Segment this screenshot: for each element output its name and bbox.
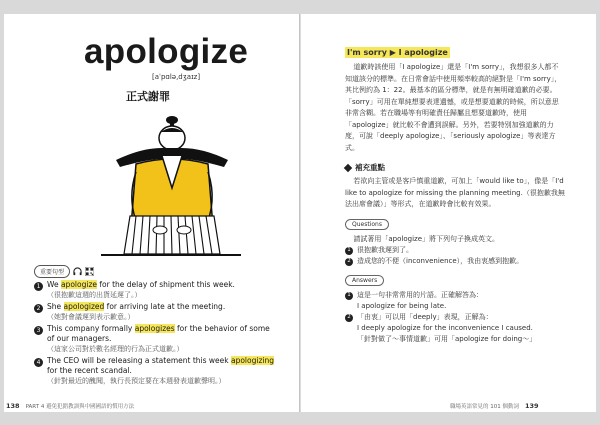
explanation-paragraph: 道歉時該使用「I apologize」還是「I'm sorry」，我想很多人都不知道該分的標準。在日常會話中使用頻率較高的絕對是「I'm sorry」，其比例約為 1：22。最基本的區分標準，就是有無明確道歉的必要。「sorry」可用在單純想要表達遺憾，或是想要道歉的時候，所以意思非常含糊。若在職場等有明確責任歸屬且想要道歉時，使用「apologize」就比較不會遭到誤解。另外，若要特別加強道歉的力度，可說「deeply apologize」、「seriously apologize」等表達方式。 [345, 63, 562, 152]
answer-text: 「針對做了～事情道歉」可用「apologize for doing～」 [357, 334, 537, 343]
supplement-title: 補充重點 [355, 163, 385, 172]
page-number-right: 139 [525, 402, 539, 410]
example-text: for the delay of shipment this week. [97, 280, 235, 289]
meaning: 正式謝罪 [126, 90, 170, 103]
highlighted-word: apologized [63, 302, 105, 311]
example-text: for the recent scandal. [47, 366, 132, 375]
translation: （她對會議遲到表示歉意。） [47, 313, 135, 321]
number-bullet: 1 [34, 282, 43, 291]
headphones-icon [73, 267, 82, 276]
question-text: 造成您的不便（inconvenience），我由衷感到抱歉。 [357, 256, 524, 265]
example-3 [34, 324, 278, 354]
number-bullet: 3 [34, 326, 43, 335]
number-bullet: 1 [345, 247, 353, 255]
example-text: We [47, 280, 61, 289]
supplement-paragraph: 若欲向主管或是客戶慎重道歉，可加上「would like to」，像是「I'd like to apologize for missing the planning meeting.（很抱歉我無法出席會議）」等形式，在道歉時會比較有效果。 [345, 177, 565, 208]
right-footer [450, 402, 539, 410]
translation: （針對最近的醜聞，執行長預定要在本週發表道歉聲明。） [47, 377, 226, 385]
example-text: She [47, 302, 64, 311]
question-text: 很抱歉我遲到了。 [357, 245, 413, 254]
example-text: The CEO will be releasing a statement this week [47, 356, 231, 365]
headword: apologize [84, 32, 249, 71]
translation: （這家公司對於數名經理的行為正式道歉。） [47, 345, 184, 353]
answer-text: I deeply apologize for the inconvenience I caused. [357, 323, 533, 332]
left-footer [6, 402, 134, 410]
example-2 [34, 302, 278, 322]
answer-1 [345, 290, 565, 312]
example-4 [34, 356, 278, 386]
example-text: for the behavior of some of our managers. [47, 324, 270, 343]
qr-code-icon[interactable] [85, 267, 94, 276]
question-1 [345, 245, 565, 256]
highlighted-word: apologize [60, 280, 97, 289]
right-page-content [345, 40, 565, 345]
highlighted-word: apologizing [230, 356, 274, 365]
number-bullet: 1 [345, 292, 353, 300]
number-bullet: 4 [34, 358, 43, 367]
answer-2 [345, 312, 565, 345]
samurai-bowing-illustration [96, 112, 246, 266]
example-1 [34, 280, 278, 300]
section-heading: I'm sorry ▶ I apologize [347, 48, 448, 57]
answer-text: 這是一句非常常用的片語。正確解答為： [357, 290, 483, 299]
translation: （很抱歉這週的出貨延遲了。） [47, 291, 142, 299]
answer-text: I apologize for being late. [357, 301, 447, 310]
examples-header [34, 265, 94, 278]
questions-intro: 請試著用「apologize」將下列句子換成英文。 [353, 234, 500, 243]
answer-text: 「由衷」可以用「deeply」表現，正解為： [357, 312, 493, 321]
diamond-bullet-icon [344, 164, 352, 172]
question-2 [345, 256, 565, 267]
number-bullet: 2 [345, 314, 353, 322]
phonetic: [aˈpɑlə,dʒaɪz] [152, 73, 201, 81]
number-bullet: 2 [34, 304, 43, 313]
answers-badge: Answers [345, 275, 384, 286]
footer-text-right: 職場英語常見的 101 個動詞 [450, 404, 519, 410]
questions-badge: Questions [345, 219, 389, 230]
supplement-heading [345, 162, 565, 173]
number-bullet: 2 [345, 258, 353, 266]
examples-badge: 重要句型 [34, 265, 70, 278]
highlighted-word: apologizes [134, 324, 175, 333]
page-number-left: 138 [6, 402, 20, 410]
example-sentences [34, 280, 278, 388]
footer-text-left: PART 4 避免犯錯教訓與中國國語的慣用方法 [25, 404, 135, 410]
example-text: This company formally [47, 324, 135, 333]
example-text: for arriving late at the meeting. [104, 302, 226, 311]
